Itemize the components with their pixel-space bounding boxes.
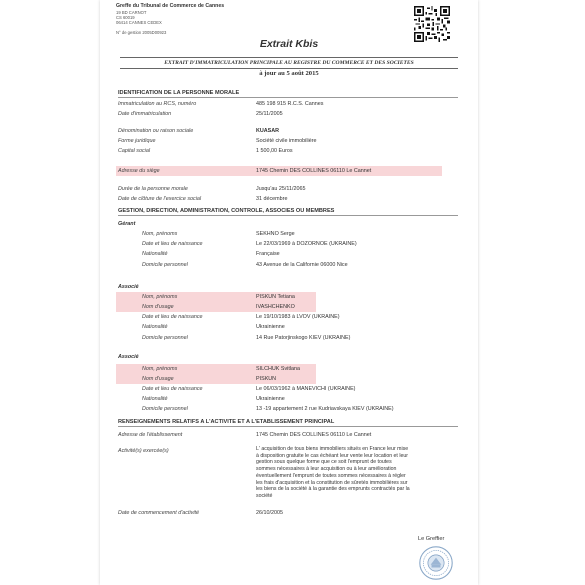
value-associe2-usage: PISKUN — [256, 376, 277, 382]
value-date-immatriculation: 25/11/2005 — [256, 111, 283, 117]
label-associe2-naissance: Date et lieu de naissance — [142, 386, 203, 392]
qr-code-icon — [414, 6, 450, 42]
value-gerant-naissance: Le 22/03/1969 à DOZORNOE (UKRAINE) — [256, 241, 357, 247]
issuer-address-line-2: CS 60019 — [116, 15, 135, 20]
value-associe1-nationalite: Ukrainienne — [256, 324, 285, 330]
value-start-date: 26/10/2005 — [256, 510, 283, 516]
label-activity: Activité(s) exercée(s) — [118, 448, 169, 454]
role-associe-1: Associé — [118, 284, 139, 290]
greffier-signature-label: Le Greffier — [418, 536, 445, 542]
section-heading-activity: RENSEIGNEMENTS RELATIFS A L'ACTIVITE ET A L'ETABLISSEMENT PRINCIPAL — [118, 418, 458, 427]
value-gerant-nom: SEKHNO Serge — [256, 231, 295, 237]
label-gerant-domicile: Domicile personnel — [142, 262, 188, 268]
value-associe2-domicile: 13 -19 appartement 2 rue Kudriavskaya KIEV (UKRAINE) — [256, 406, 394, 412]
value-gerant-nationalite: Française — [256, 251, 280, 257]
value-forme-juridique: Société civile immobilière — [256, 138, 317, 144]
label-associe1-domicile: Domicile personnel — [142, 335, 188, 341]
activity-line: L' acquisition de tous biens immobiliers situés en France leur mise — [256, 446, 409, 452]
label-denomination: Dénomination ou raison sociale — [118, 128, 194, 134]
value-associe1-nom: PISKUN Tetiana — [256, 294, 295, 300]
value-denomination: KUASAR — [256, 128, 280, 134]
activity-line: gestion sous quelque forme que ce soit l'emprunt de toutes — [256, 459, 392, 466]
value-gerant-domicile: 43 Avenue de la Californie 06000 Nice — [256, 262, 348, 268]
kbis-document — [100, 0, 478, 585]
label-date-immatriculation: Date d'immatriculation — [118, 111, 172, 117]
label-associe2-nom: Nom, prénoms — [142, 366, 178, 372]
label-forme-juridique: Forme juridique — [118, 138, 156, 144]
label-capital: Capital social — [118, 148, 151, 154]
label-rcs: Immatriculation au RCS, numéro — [118, 101, 197, 107]
court-seal-icon — [418, 545, 454, 581]
value-associe1-usage: IVASHCHENKO — [256, 304, 295, 310]
label-duree: Durée de la personne morale — [118, 186, 188, 192]
section-heading-identification: IDENTIFICATION DE LA PERSONNE MORALE — [118, 89, 458, 98]
label-associe2-nationalite: Nationalité — [142, 396, 168, 402]
issuer-name: Greffe du Tribunal de Commerce de Cannes — [116, 3, 225, 9]
as-of-date: à jour au 5 août 2015 — [259, 70, 319, 77]
value-associe1-naissance: Le 19/10/1983 à LVOV (UKRAINE) — [256, 314, 340, 320]
document-banner: EXTRAIT D'IMMATRICULATION PRINCIPALE AU REGISTRE DU COMMERCE ET DES SOCIETES — [120, 57, 458, 69]
value-duree: Jusqu'au 25/11/2065 — [256, 186, 306, 192]
value-associe2-naissance: Le 06/03/1962 à MANEVICHI (UKRAINE) — [256, 386, 356, 392]
gestion-number: N° de gestion 2005D00923 — [116, 30, 167, 35]
label-etablissement-address: Adresse de l'établissement — [118, 432, 183, 438]
value-cloture: 31 décembre — [256, 196, 288, 202]
label-cloture: Date de clôture de l'exercice social — [118, 196, 202, 202]
section-heading-management: GESTION, DIRECTION, ADMINISTRATION, CONTROLE, ASSOCIES OU MEMBRES — [118, 207, 458, 216]
value-rcs: 485 198 915 R.C.S. Cannes — [256, 101, 324, 107]
label-gerant-nationalite: Nationalité — [142, 251, 168, 257]
role-gerant: Gérant — [118, 221, 136, 227]
issuer-address-line-3: 06414 CANNES CEDEX — [116, 20, 162, 25]
label-associe1-usage: Nom d'usage — [142, 304, 174, 310]
value-associe1-domicile: 14 Rue Patorjinskogo KIEV (UKRAINE) — [256, 335, 351, 341]
activity-line: société — [256, 492, 273, 499]
label-gerant-nom: Nom, prénoms — [142, 231, 178, 237]
label-associe2-usage: Nom d'usage — [142, 376, 174, 382]
value-associe2-nom: SILCHUK Svitlana — [256, 366, 301, 372]
activity-line: sommes nécessaires à leur acquisition ou à leur amélioration — [256, 466, 397, 473]
label-associe1-nationalite: Nationalité — [142, 324, 168, 330]
label-associe2-domicile: Domicile personnel — [142, 406, 188, 412]
issuer-address-line-1: 19 BD CARNOT — [116, 10, 147, 15]
label-gerant-naissance: Date et lieu de naissance — [142, 241, 203, 247]
activity-line: à disposition gratuite le cas échéant leur vente leur location et leur — [256, 452, 408, 459]
activity-line: les frais d'acquisition et la constitution de sûretés immobilières sur — [256, 479, 408, 486]
value-capital: 1 500,00 Euros — [256, 148, 293, 154]
label-start-date: Date de commencement d'activité — [118, 510, 200, 516]
value-siege: 1745 Chemin DES COLLINES 06110 Le Cannet — [256, 168, 372, 174]
activity-line: éventuellement l'emprunt de toutes sommes nécessaires à régler — [256, 472, 406, 479]
label-associe1-nom: Nom, prénoms — [142, 294, 178, 300]
value-etablissement-address: 1745 Chemin DES COLLINES 06110 Le Cannet — [256, 432, 372, 438]
value-activity — [256, 446, 446, 500]
document-title: Extrait Kbis — [259, 38, 319, 50]
value-associe2-nationalite: Ukrainienne — [256, 396, 285, 402]
label-associe1-naissance: Date et lieu de naissance — [142, 314, 203, 320]
label-siege: Adresse du siège — [118, 168, 160, 174]
activity-line: les biens de la société à la garantie des emprunts contractés par la — [256, 486, 410, 493]
role-associe-2: Associé — [118, 354, 139, 360]
